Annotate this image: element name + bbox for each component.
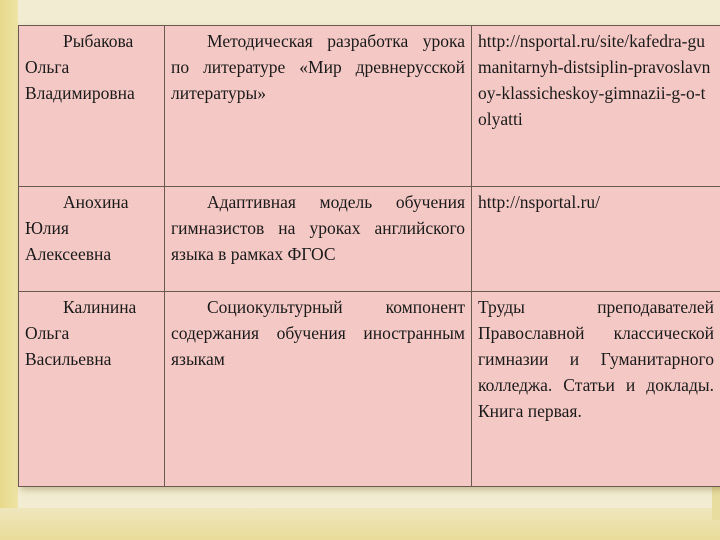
author-cell: [19, 292, 165, 487]
author-cell: [19, 26, 165, 187]
source-cell: http://nsportal.ru/site/kafedra-gumanitarnyh-distsiplin-pravoslavnoy-klassicheskoy-gimnazii-g-o-tolyatti: [472, 26, 720, 187]
work-title-cell: Социокультурный компонент содержания обучения иностранным языкам: [165, 292, 472, 487]
author-first-name: Ольга: [25, 57, 70, 77]
background-stripe-bottom: [0, 508, 720, 540]
background-stripe-left: [0, 0, 18, 540]
author-surname: Калинина: [63, 297, 137, 317]
table-row: [19, 187, 720, 292]
publications-table: [18, 25, 720, 487]
source-cell: Труды преподавателей Православной классической гимназии и Гуманитарного колледжа. Статьи и доклады. Книга первая.: [472, 292, 720, 487]
author-cell: [19, 187, 165, 292]
author-surname: Рыбакова: [63, 31, 134, 51]
author-surname: Анохина: [63, 192, 129, 212]
work-title-cell: Адаптивная модель обучения гимназистов на уроках английского языка в рамках ФГОС: [165, 187, 472, 292]
work-title-cell: Методическая разработка урока по литературе «Мир древнерусской литературы»: [165, 26, 472, 187]
author-patronymic: Васильевна: [25, 349, 112, 369]
source-cell: http://nsportal.ru/: [472, 187, 720, 292]
author-first-name: Ольга: [25, 323, 70, 343]
author-patronymic: Владимировна: [25, 83, 135, 103]
author-first-name: Юлия: [25, 218, 69, 238]
author-patronymic: Алексеевна: [25, 244, 112, 264]
table-row: [19, 26, 720, 187]
table-row: [19, 292, 720, 487]
